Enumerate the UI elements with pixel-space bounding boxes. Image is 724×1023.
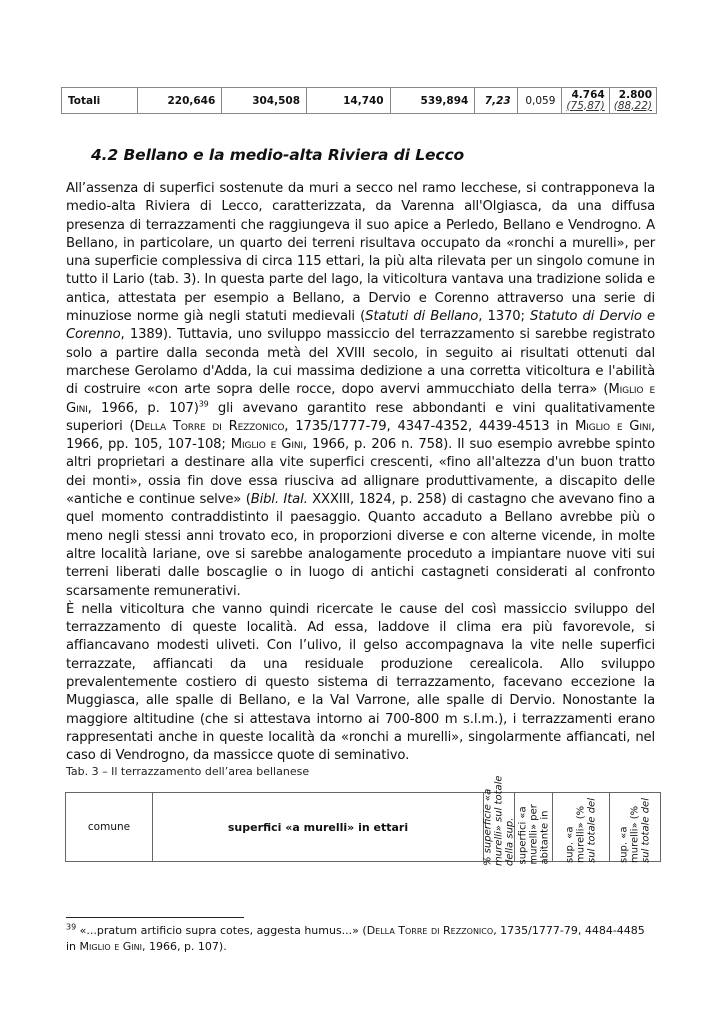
totals-stacked-cell	[609, 88, 656, 114]
header-rotated-4	[610, 793, 661, 862]
text-run: XXXIII, 1824, p. 258) di castagno che avevano fino a quel momento contraddistinto il paesaggio. Quanto accaduto a Bellano avrebbe più o meno negli stessi anni trovato eco, in proporzioni diverse e con alterne vicende, in molte altre località lariane, ove si sarebbe analogamente proceduto a impiantare nuove viti sui terreni liberati dalle boscaglie o in luogo di antichi castagneti considerati al confronto scarsamente remunerativi.	[66, 492, 655, 599]
table-header-row	[66, 793, 661, 862]
section-heading: 4.2 Bellano e la medio-alta Riviera di Lecco	[91, 146, 465, 164]
totals-value: 539,894	[390, 88, 475, 114]
author-citation: Della Torre di Rezzonico	[134, 418, 285, 434]
text-run: , 1735/1777-79, 4484-4485 in	[66, 924, 645, 953]
text-run: «...pratum artificio supra cotes, aggesta humus...» (	[76, 924, 367, 937]
author-citation: Miglio e Gini	[575, 418, 651, 434]
author-citation: Miglio e Gini	[230, 437, 303, 453]
rotated-header-italic: sul totale del	[640, 798, 652, 863]
totals-value-italic: 7,23	[475, 88, 517, 114]
author-citation: Della Torre di Rezzonico	[366, 924, 494, 937]
stacked-main: 4.764	[571, 88, 605, 101]
rotated-header-text: % superficie «a murelli» sul totale della sup.	[482, 775, 516, 867]
stacked-main: 2.800	[618, 88, 652, 101]
stacked-sub: (88,22)	[613, 99, 652, 112]
totals-label: Totali	[62, 88, 138, 114]
stacked-sub: (75,87)	[566, 99, 605, 112]
text-run: , 1370;	[478, 309, 530, 325]
text-run: , 1966, pp. 105, 107-108;	[66, 418, 655, 453]
header-rotated-3	[553, 793, 610, 862]
text-run: gli avevano garantito rese abbondanti e vini qualitativamente superiori (	[66, 400, 655, 434]
text-run: , 1389). Tuttavia, uno sviluppo massiccio del terrazzamento si sarebbe registrato solo a partire dalla seconda metà del XVIII secolo, in seguito ai risultati ottenuti dal marchese Gerolamo d'Adda, la cui massima dedizione a una corretta viticoltura e l'abilità di costruire «con arte sopra delle rocce, dopo avervi ammucchiato della terra» (	[66, 327, 655, 398]
text-run: All’assenza di superfici sostenute da muri a secco nel ramo lecchese, si contrapponeva la medio-alta Riviera di Lecco, caratterizzata, da Varenna all'Olgiasca, da una diffusa presenza di terrazzamenti che raggiungeva il suo apice a Perledo, Bellano e Vendrogno. A Bellano, in particolare, un quarto dei terreni risultava occupato da «ronchi a murelli», per una superficie complessiva di circa 115 ettari, la più alta rilevata per un singolo comune in tutto il Lario (tab. 3). In questa parte del lago, la viticoltura vantava una tradizione solida e antica, attestata per esempio a Bellano, a Dervio e Corenno attraverso una serie di minuziose norme già negli statuti medievali (	[66, 181, 655, 325]
table-caption: Tab. 3 – Il terrazzamento dell’area bellanese	[66, 765, 310, 778]
text-run: , 1966, p. 107)	[87, 400, 199, 416]
rotated-header-line: sup. «a murelli» (%	[618, 805, 641, 863]
totals-stacked-cell	[562, 88, 609, 114]
footnote	[66, 923, 656, 954]
header-comune: comune	[66, 793, 153, 862]
footnote-separator	[66, 917, 244, 918]
totals-row	[62, 88, 657, 114]
italic-title: Statuto di Dervio e Corenno	[66, 309, 655, 343]
italic-title: Statuti di Bellano	[365, 309, 479, 325]
rotated-header-italic: sul totale del	[586, 798, 598, 863]
header-rotated-2	[515, 793, 553, 865]
rotated-header-text: superfici «a murelli» per abitante in	[517, 804, 550, 865]
author-citation: Miglio e Gini	[66, 382, 656, 416]
rotated-header-text	[619, 791, 652, 863]
text-run: , 1966, p. 206 n. 758). Il suo esempio avrebbe spinto altri proprietari a destinare alla vite superfici crescenti, «fino all'altezza d'un buon tratto dei monti», ossia fin dove essa riusciva ad allignare produttivamente, a discapito delle «antiche e continue selve» (	[66, 437, 655, 508]
terrace-table	[65, 775, 661, 867]
totals-value-plain: 0,059	[517, 88, 562, 114]
totals-value: 304,508	[222, 88, 307, 114]
totals-value: 14,740	[307, 88, 391, 114]
paragraph: È nella viticoltura che vanno quindi ricercate le cause del così massiccio sviluppo del terrazzamento di queste località. Ad essa, laddove il clima era più favorevole, si affiancavano modesti uliveti. Con l’ulivo, il gelso accompagnava la vite nelle superfici terrazzate, affiancati da una residuale produzione cerealicola. Allo sviluppo prevalentemente costiero di questo sistema di terrazzamento, facevano eccezione la Muggiasca, alle spalle di Bellano, e la Val Varrone, alle spalle di Dervio. Nonostante la maggiore altitudine (che si attestava intorno ai 700-800 m s.l.m.), i terrazzamenti erano rappresentati anche in queste località da «ronchi a murelli», singolarmente affiancati, nel caso di Vendrogno, da massicce quote di seminativo.	[66, 601, 655, 764]
author-citation: Miglio e Gini	[79, 939, 142, 953]
footnote-number: 39	[66, 922, 77, 932]
footnote-reference[interactable]: 39	[198, 399, 209, 409]
text-run: , 1735/1777-79, 4347-4352, 4439-4513 in	[284, 418, 576, 434]
rotated-header-line: sup. «a murelli» (%	[564, 805, 587, 863]
italic-title: Bibl. Ital.	[250, 492, 308, 508]
text-run: , 1966, p. 107).	[141, 939, 227, 953]
body-text	[66, 180, 655, 766]
totals-value: 220,646	[137, 88, 222, 114]
header-rotated-1	[482, 775, 516, 867]
rotated-header-text	[565, 791, 598, 863]
paragraph	[66, 180, 655, 601]
header-superfici: superfici «a murelli» in ettari	[153, 793, 484, 862]
totals-table	[61, 87, 657, 114]
